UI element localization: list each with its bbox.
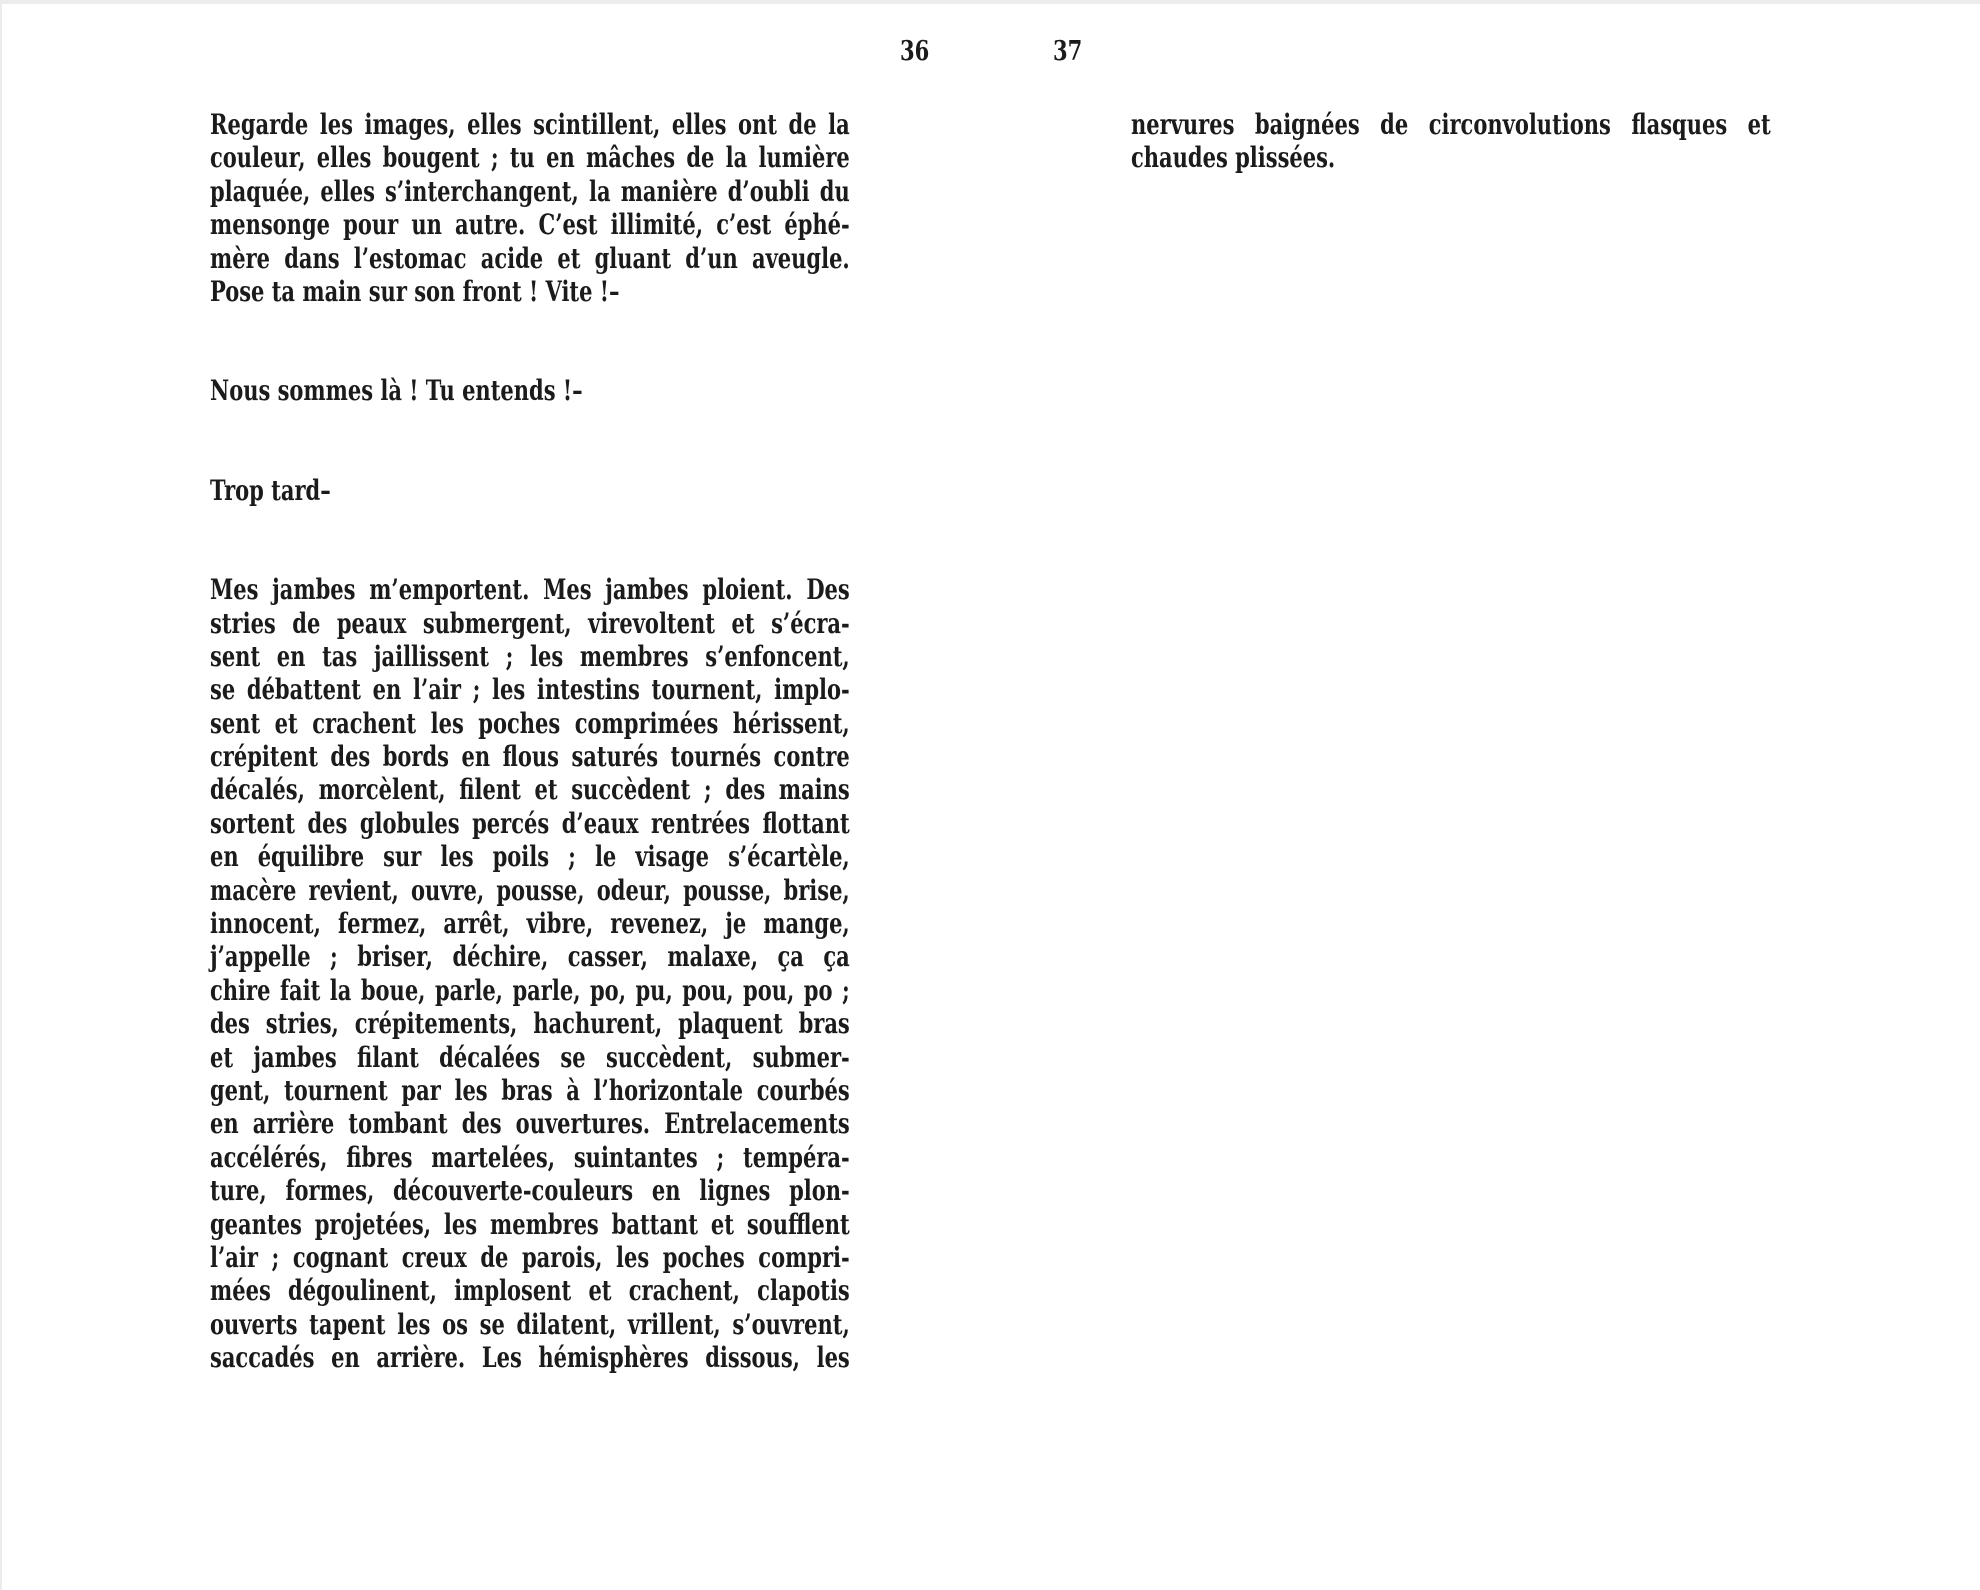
text-line: mensonge pour un autre. C’est illimité, c’est éphé- (210, 208, 850, 242)
left-page-text-column (210, 108, 850, 1375)
text-line: en équilibre sur les poils ; le visage s’écartèle, (210, 840, 850, 874)
page-number-left: 36 (900, 36, 930, 67)
paragraph (210, 573, 850, 1374)
text-line: Pose ta main sur son front ! Vite !– (210, 274, 620, 308)
text-line: sent en tas jaillissent ; les membres s’enfoncent, (210, 639, 850, 673)
text-line: Regarde les images, elles scintillent, elles ont de la (210, 108, 850, 141)
text-line: l’air ; cognant creux de parois, les poches compri- (210, 1240, 850, 1274)
text-line: crépitent des bords en flous saturés tournés contre (210, 740, 850, 774)
text-line: nervures baignées de circonvolutions flasques et (1131, 108, 1771, 141)
text-line: couleur, elles bougent ; tu en mâches de la lumière (210, 141, 850, 175)
text-line: Mes jambes m’emportent. Mes jambes ploient. Des (210, 573, 850, 607)
text-line: macère revient, ouvre, pousse, odeur, pousse, brise, (210, 873, 850, 907)
text-line: des stries, crépitements, hachurent, plaquent bras (210, 1007, 850, 1041)
text-line: mées dégoulinent, implosent et crachent, clapotis (210, 1274, 850, 1308)
text-line: chire fait la boue, parle, parle, po, pu, pou, pou, po ; (210, 973, 850, 1007)
text-line: sent et crachent les poches comprimées hérissent, (210, 706, 850, 740)
text-line: j’appelle ; briser, déchire, casser, malaxe, ça ça (210, 940, 850, 974)
text-line: Nous sommes là ! Tu entends !– (210, 374, 583, 408)
text-line: se débattent en l’air ; les intestins tournent, implo- (210, 673, 850, 707)
text-line: saccadés en arrière. Les hémisphères dissous, les (210, 1341, 850, 1375)
text-line: gent, tournent par les bras à l’horizontale courbés (210, 1073, 850, 1107)
text-line: innocent, fermez, arrêt, vibre, revenez, je mange, (210, 907, 850, 941)
window-top-edge (0, 0, 1980, 4)
text-line: geantes projetées, les membres battant et soufflent (210, 1207, 850, 1241)
paragraph (210, 374, 850, 407)
paragraph (210, 474, 850, 507)
text-line: accélérés, fibres martelées, suintantes ; tempéra- (210, 1140, 850, 1174)
text-line: plaquée, elles s’interchangent, la manière d’oubli du (210, 174, 850, 208)
window-left-edge (0, 0, 2, 1590)
text-line: stries de peaux submergent, virevoltent et s’écra- (210, 606, 850, 640)
text-line: en arrière tombant des ouvertures. Entrelacements (210, 1107, 850, 1141)
text-line: et jambes filant décalées se succèdent, submer- (210, 1040, 850, 1074)
text-line: ture, formes, découverte-couleurs en lignes plon- (210, 1174, 850, 1208)
text-line: ouverts tapent les os se dilatent, vrillent, s’ouvrent, (210, 1307, 850, 1341)
paragraph (210, 108, 850, 308)
text-line: décalés, morcèlent, filent et succèdent ; des mains (210, 773, 850, 807)
page-number-right: 37 (1053, 36, 1083, 67)
text-line: sortent des globules percés d’eaux rentrées flottant (210, 806, 850, 840)
text-line: mère dans l’estomac acide et gluant d’un aveugle. (210, 241, 850, 275)
text-line: chaudes plissées. (1131, 141, 1336, 175)
right-page-text-column (1131, 108, 1771, 175)
text-line: Trop tard– (210, 473, 331, 507)
paragraph (1131, 108, 1771, 175)
